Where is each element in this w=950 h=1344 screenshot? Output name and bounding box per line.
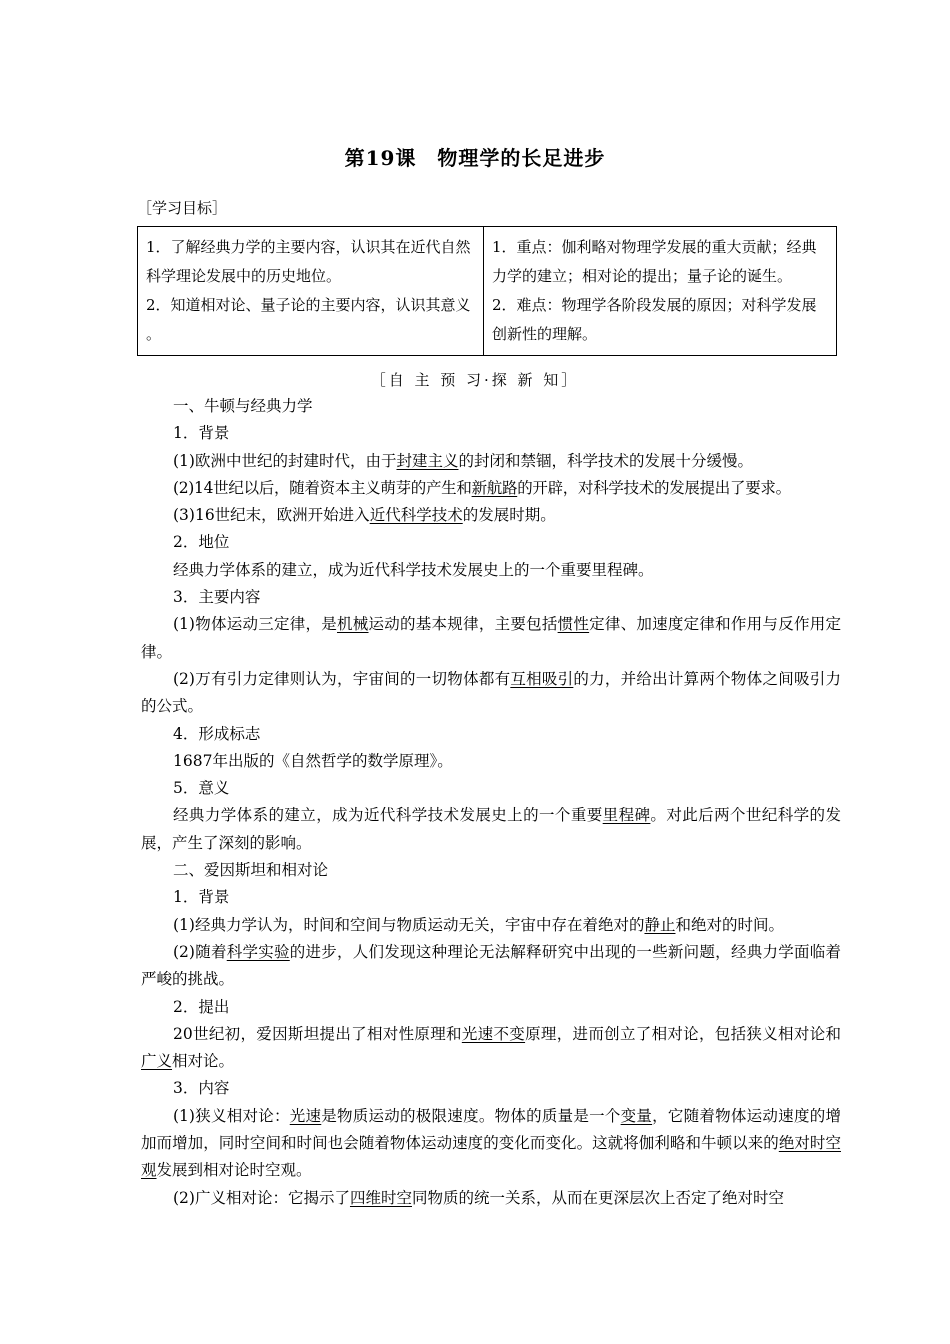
blank-answer: 变量: [620, 1106, 653, 1125]
blank-answer: 绝对时空观: [141, 1134, 841, 1180]
page-title: 第19课 物理学的长足进步: [344, 146, 606, 170]
subsection-heading: 1．背景: [173, 888, 230, 907]
blank-answer: 广义: [141, 1052, 173, 1071]
section-bar: ［自 主 预 习·探 新 知］: [370, 371, 580, 389]
subsection-heading: 1．背景: [173, 424, 230, 443]
paragraph: (2)万有引力定律则认为，宇宙间的一切物体都有互相吸引的力，并给出计算两个物体之间吸引力的公式。: [141, 669, 841, 716]
blank-answer: 里程碑: [602, 806, 651, 825]
goals-left-cell: [138, 227, 484, 356]
paragraph: 1687年出版的《自然哲学的数学原理》。: [173, 751, 453, 770]
section-heading: 二、爱因斯坦和相对论: [173, 861, 329, 880]
blank-answer: 四维时空: [349, 1188, 412, 1207]
blank-answer: 封建主义: [396, 451, 459, 470]
blank-answer: 近代科学技术: [369, 506, 463, 525]
subsection-heading: 2．提出: [173, 997, 230, 1016]
paragraph: (1)欧洲中世纪的封建时代，由于封建主义的封闭和禁锢，科学技术的发展十分缓慢。: [173, 451, 753, 470]
goals-right-cell: [484, 227, 837, 356]
blank-answer: 科学实验: [226, 942, 290, 961]
subsection-heading: 5．意义: [173, 779, 230, 798]
paragraph: (2)随着科学实验的进步，人们发现这种理论无法解释研究中出现的一些新问题，经典力学面临着严峻的挑战。: [141, 942, 841, 989]
learning-goals-label: ［学习目标］: [137, 199, 228, 217]
paragraph: 经典力学体系的建立，成为近代科学技术发展史上的一个重要里程碑。对此后两个世纪科学的发展，产生了深刻的影响。: [141, 806, 841, 852]
blank-answer: 机械: [337, 615, 369, 634]
paragraph: (1)物体运动三定律，是机械运动的基本规律，主要包括惯性定律、加速度定律和作用与反作用定律。: [141, 615, 841, 661]
subsection-heading: 4．形成标志: [173, 724, 261, 743]
learning-goals-table: [137, 226, 837, 356]
goal-item: 2．知道相对论、量子论的主要内容，认识其意义 。: [146, 296, 471, 343]
blank-answer: 新航路: [471, 478, 518, 497]
paragraph: (1)狭义相对论：光速是物质运动的极限速度。物体的质量是一个变量，它随着物体运动速度的增加而增加，同时空间和时间也会随着物体运动速度的变化而变化。这就将伽利略和牛顿以来的绝对时空观发展到相对论时空观。: [141, 1106, 841, 1180]
paragraph: (3)16世纪末，欧洲开始进入近代科学技术的发展时期。: [173, 506, 556, 525]
blank-answer: 光速不变: [461, 1024, 526, 1043]
main-content: [141, 393, 841, 1212]
subsection-heading: 3．主要内容: [173, 588, 261, 607]
blank-answer: 静止: [644, 915, 676, 934]
paragraph: (2)14世纪以后，随着资本主义萌芽的产生和新航路的开辟，对科学技术的发展提出了要求。: [173, 478, 791, 497]
blank-answer: 惯性: [557, 615, 590, 634]
paragraph: 经典力学体系的建立，成为近代科学技术发展史上的一个重要里程碑。: [173, 560, 654, 579]
paragraph: (1)经典力学认为，时间和空间与物质运动无关，宇宙中存在着绝对的静止和绝对的时间。: [173, 915, 784, 934]
section-heading: 一、牛顿与经典力学: [173, 397, 313, 415]
paragraph: (2)广义相对论：它揭示了四维时空同物质的统一关系，从而在更深层次上否定了绝对时空: [173, 1188, 784, 1207]
subsection-heading: 2．地位: [173, 533, 230, 552]
paragraph: 20世纪初，爱因斯坦提出了相对性原理和光速不变原理，进而创立了相对论，包括狭义相对论和广义相对论。: [141, 1024, 841, 1071]
blank-answer: 互相吸引: [510, 669, 574, 688]
goal-item: 1．重点：伽利略对物理学发展的重大贡献；经典力学的建立；相对论的提出；量子论的诞生。: [492, 238, 817, 285]
goal-item: 1．了解经典力学的主要内容，认识其在近代自然科学理论发展中的历史地位。: [146, 238, 471, 285]
blank-answer: 光速: [289, 1106, 322, 1125]
subsection-heading: 3．内容: [173, 1079, 230, 1098]
goal-item: 2．难点：物理学各阶段发展的原因；对科学发展创新性的理解。: [492, 296, 817, 343]
